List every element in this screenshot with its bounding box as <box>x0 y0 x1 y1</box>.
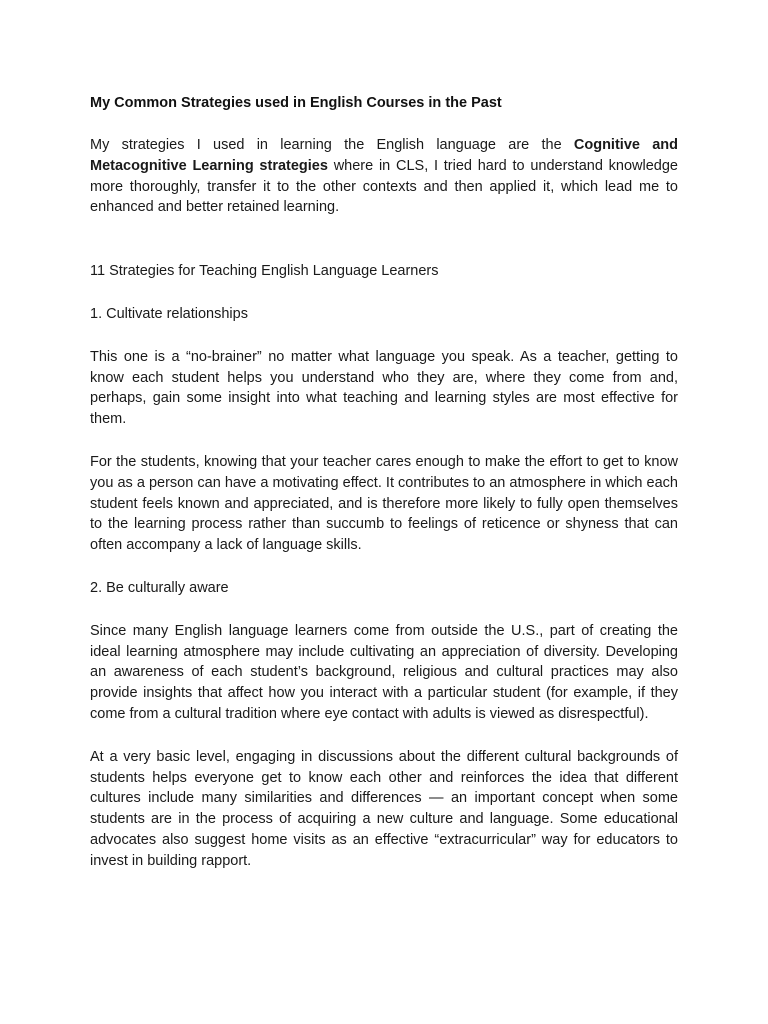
section-1-paragraph-2: For the students, knowing that your teacher cares enough to make the effort to get to know you as a person can have a motivating effect. It contributes to an atmosphere in which each student feels known and appreciated, and is therefore more likely to fully open themselves to the learning process rather than succumb to feelings of reticence or shyness that can often accompany a lack of language skills. <box>90 453 678 554</box>
section-heading-culturally-aware: 2. Be culturally aware <box>90 579 229 596</box>
section-heading-cultivate-relationships: 1. Cultivate relationships <box>90 305 248 322</box>
intro-bold-strategies: Cognitive and Metacognitive Learning strategies <box>90 137 678 174</box>
document-title: My Common Strategies used in English Courses in the Past <box>90 95 502 111</box>
section-2-paragraph-2: At a very basic level, engaging in discussions about the different cultural backgrounds of students helps everyone get to know each other and reinforces the idea that different cultures include many similarities and differences — an important concept when some students are in the process of acquiring a new culture and language. Some educational advocates also suggest home visits as an effective “extracurricular” way for educators to invest in building rapport. <box>90 748 678 869</box>
strategies-list-heading: 11 Strategies for Teaching English Language Learners <box>90 263 439 280</box>
intro-text-end: where in CLS, I tried hard to understand knowledge more thoroughly, transfer it to the other contexts and then applied it, which lead me to enhanced and better retained learning. <box>90 157 678 216</box>
intro-text-start: My strategies I used in learning the English language are the <box>90 137 574 153</box>
intro-paragraph <box>90 135 678 218</box>
section-1-paragraph-1: This one is a “no-brainer” no matter what language you speak. As a teacher, getting to know each student helps you understand who they are, where they come from and, perhaps, gain some insight into what teaching and learning styles are most effective for them. <box>90 348 678 428</box>
section-2-paragraph-1: Since many English language learners come from outside the U.S., part of creating the ideal learning atmosphere may include cultivating an appreciation of diversity. Developing an awareness of each student’s background, religious and cultural practices may also provide insights that affect how you interact with a particular student (for example, if they come from a cultural tradition where eye contact with adults is viewed as disrespectful). <box>90 622 678 722</box>
